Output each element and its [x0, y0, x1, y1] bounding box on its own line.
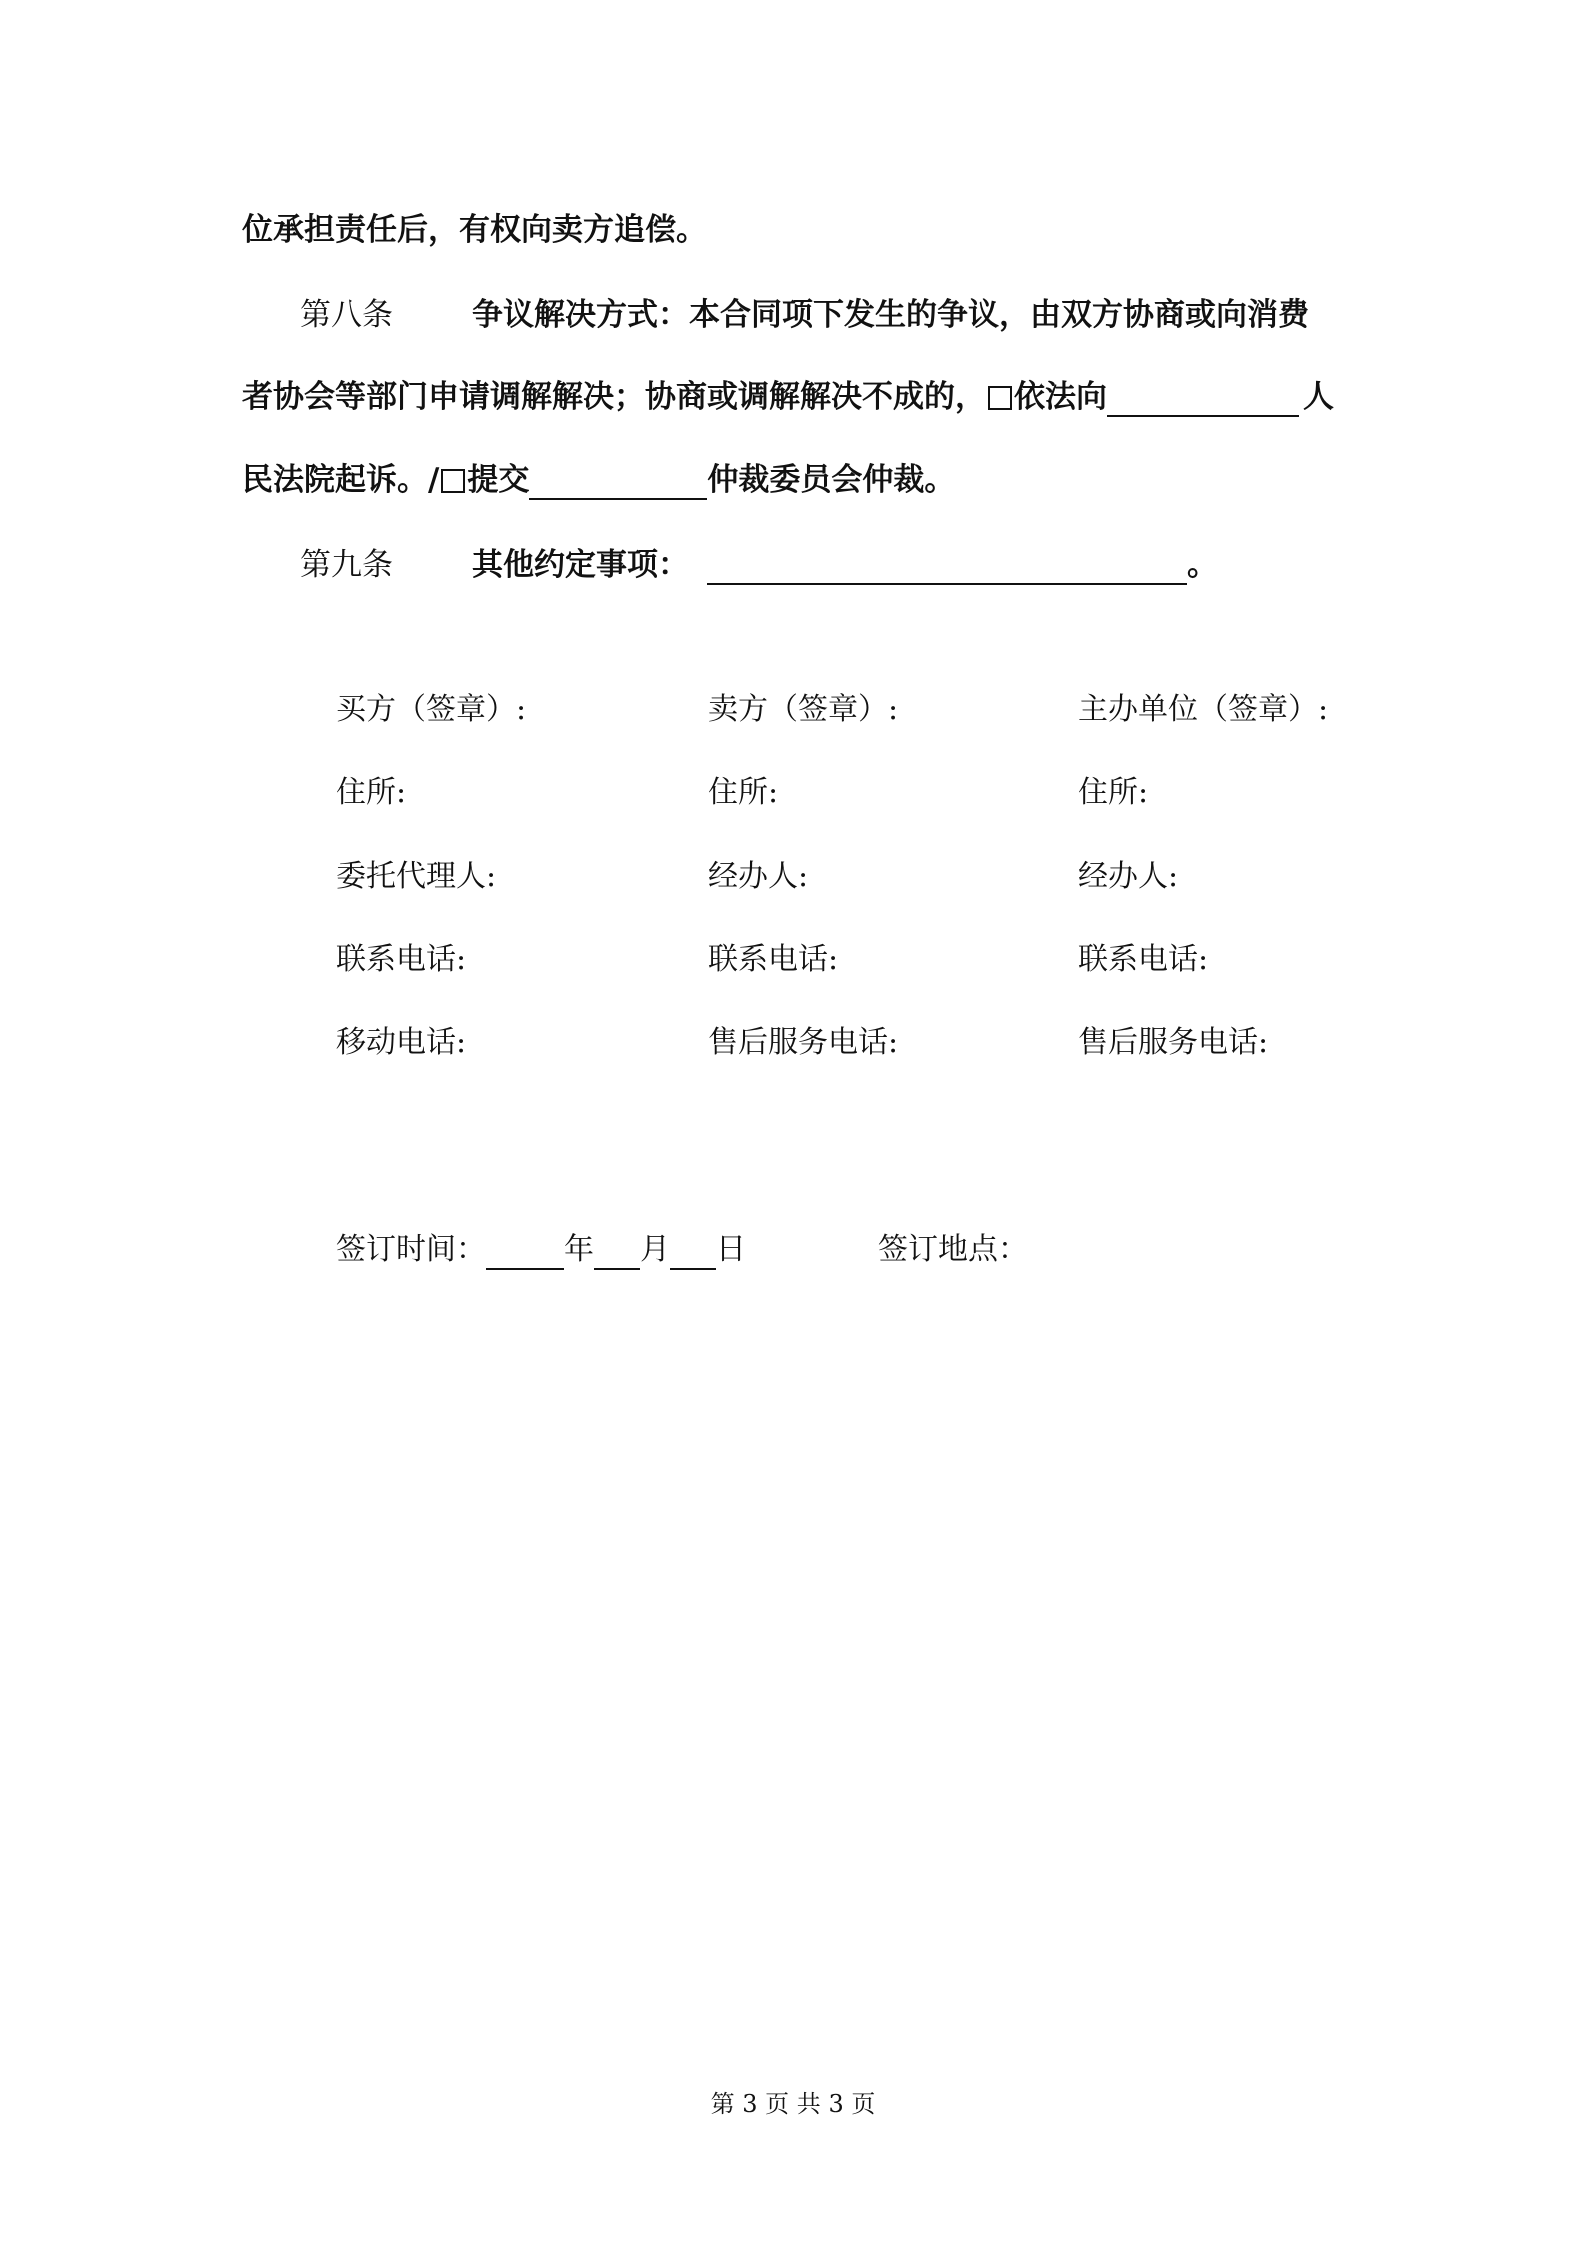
court-option-checkbox[interactable]: [988, 386, 1012, 410]
article-8-line-3: [242, 460, 955, 500]
seller-service-phone-label: 售后服务电话:: [708, 1025, 899, 1060]
seller-seal-label: 卖方（签章）:: [708, 692, 899, 727]
page-footer: 第 3 页 共 3 页: [710, 2090, 876, 2118]
other-terms-blank[interactable]: [707, 549, 1187, 585]
article-9-end: 。: [1187, 547, 1218, 583]
month-blank[interactable]: [594, 1236, 640, 1270]
buyer-mobile-label: 移动电话:: [336, 1025, 467, 1060]
seller-phone-label: 联系电话:: [708, 942, 839, 977]
article-8-line-2: [242, 377, 1334, 417]
organizer-service-phone-label: 售后服务电话:: [1078, 1025, 1269, 1060]
buyer-agent-label: 委托代理人:: [336, 859, 497, 894]
arbitration-commission-blank[interactable]: [529, 464, 707, 500]
article-9-label: 第九条: [300, 547, 393, 583]
signing-place-label: 签订地点：: [878, 1232, 1028, 1267]
court-option-label: 依法向: [1014, 379, 1107, 415]
day-label: 日: [716, 1232, 746, 1267]
arbitration-option-end: 仲裁委员会仲裁。: [707, 462, 956, 498]
buyer-phone-label: 联系电话:: [336, 942, 467, 977]
organizer-phone-label: 联系电话:: [1078, 942, 1209, 977]
article-8-line-2-text: 者协会等部门申请调解解决；协商或调解解决不成的，: [242, 379, 986, 415]
arbitration-option-checkbox[interactable]: [441, 469, 465, 493]
organizer-seal-label: 主办单位（签章）:: [1078, 692, 1329, 727]
day-blank[interactable]: [670, 1236, 716, 1270]
organizer-handler-label: 经办人:: [1078, 859, 1179, 894]
article-8-line-1: 争议解决方式：本合同项下发生的争议，由双方协商或向消费: [472, 297, 1309, 333]
seller-address-label: 住所:: [708, 775, 779, 810]
signing-date-line: [336, 1230, 746, 1270]
article-9-line: [472, 545, 1218, 585]
buyer-address-label: 住所:: [336, 775, 407, 810]
article-8-line-3-text: 民法院起诉。/: [242, 462, 440, 498]
clause7-continuation: 位承担责任后，有权向卖方追偿。: [242, 212, 707, 248]
signing-time-label: 签订时间：: [336, 1232, 486, 1267]
year-blank[interactable]: [486, 1236, 564, 1270]
year-label: 年: [564, 1232, 594, 1267]
article-8-label: 第八条: [300, 297, 393, 333]
seller-handler-label: 经办人:: [708, 859, 809, 894]
court-name-blank[interactable]: [1107, 381, 1299, 417]
organizer-address-label: 住所:: [1078, 775, 1149, 810]
article-9-text: 其他约定事项：: [472, 547, 689, 583]
month-label: 月: [640, 1232, 670, 1267]
arbitration-option-label: 提交: [467, 462, 530, 498]
buyer-seal-label: 买方（签章）:: [336, 692, 527, 727]
article-8-line-2-end: 人: [1303, 379, 1334, 415]
